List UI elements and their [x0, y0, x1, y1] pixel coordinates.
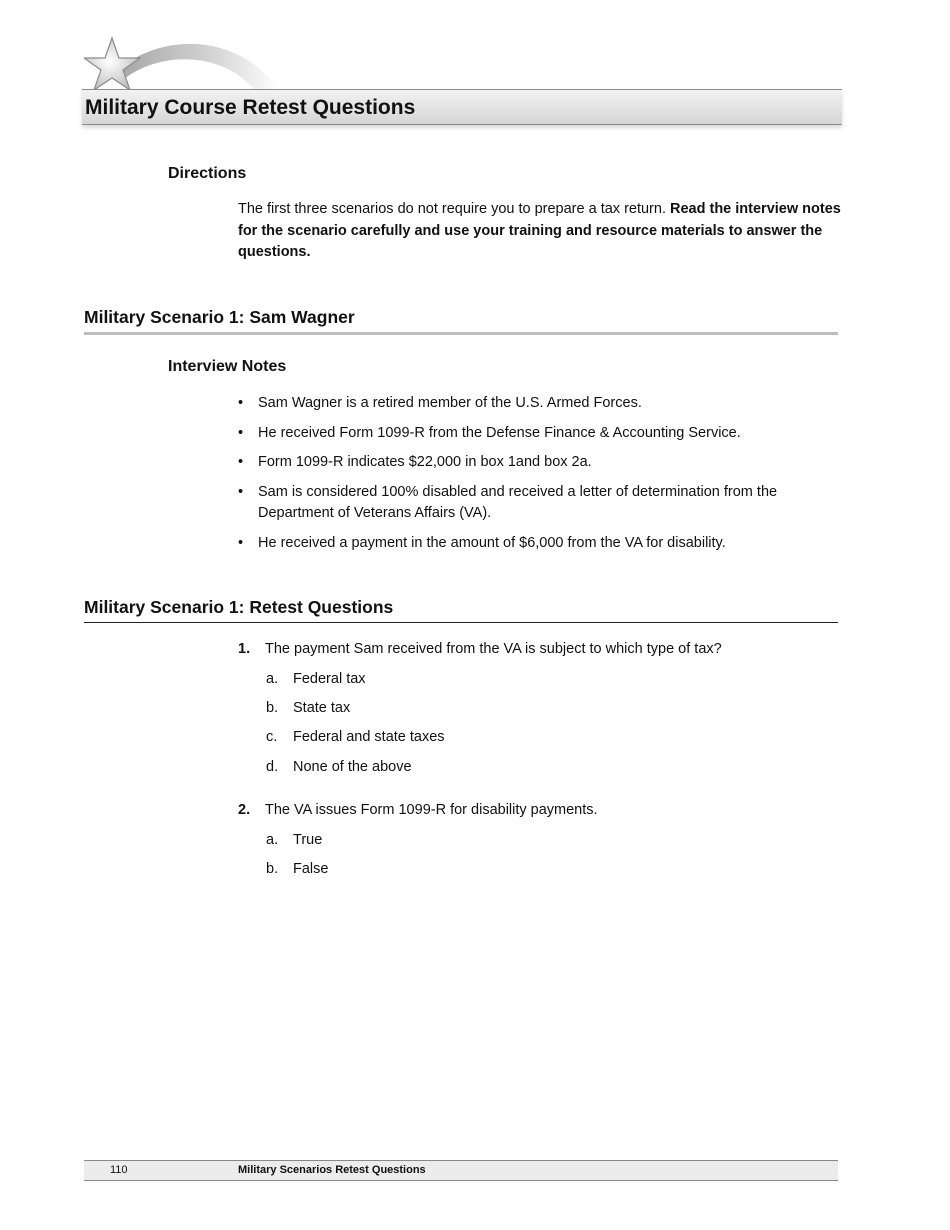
question-1: [238, 639, 722, 659]
bullet-icon: •: [238, 534, 244, 551]
option-letter: d.: [266, 759, 279, 775]
question-2: [238, 800, 598, 820]
answer-option: [266, 830, 322, 850]
list-item: [238, 393, 828, 415]
option-text: Federal tax: [293, 671, 366, 687]
star-swoosh-logo: [84, 34, 284, 96]
page-footer: [84, 1160, 838, 1181]
option-text: State tax: [293, 700, 351, 716]
answer-option: [266, 757, 412, 777]
answer-option: [266, 669, 366, 689]
title-bar: [82, 89, 842, 125]
list-item: [238, 482, 828, 525]
question-number: 1.: [238, 641, 251, 657]
option-letter: b.: [266, 861, 279, 877]
list-item: [238, 533, 828, 555]
option-text: False: [293, 861, 329, 877]
bullet-icon: •: [238, 483, 244, 500]
option-text: Federal and state taxes: [293, 729, 445, 745]
bullet-icon: •: [238, 424, 244, 441]
option-letter: b.: [266, 700, 279, 716]
answer-option: [266, 698, 350, 718]
page-title: Military Course Retest Questions: [85, 96, 416, 119]
note-text: Form 1099-R indicates $22,000 in box 1and box 2a.: [258, 454, 592, 470]
option-letter: a.: [266, 671, 279, 687]
directions-heading: Directions: [168, 165, 247, 182]
answer-option: [266, 727, 445, 747]
option-text: True: [293, 832, 323, 848]
answer-option: [266, 859, 328, 879]
directions-text: [238, 199, 842, 264]
interview-notes-list: [238, 393, 828, 562]
option-letter: c.: [266, 729, 278, 745]
bullet-icon: •: [238, 395, 244, 411]
note-text: He received a payment in the amount of $6,000 from the VA for disability.: [258, 534, 726, 551]
option-letter: a.: [266, 832, 279, 848]
page-number: 110: [110, 1164, 128, 1176]
question-text: The VA issues Form 1099-R for disability payments.: [265, 802, 598, 818]
directions-text-bold: Read the interview notes for the scenario carefully and use your training and resource materials to answer the questions.: [238, 201, 841, 260]
interview-notes-heading: Interview Notes: [168, 358, 287, 375]
directions-text-plain: The first three scenarios do not require you to prepare a tax return.: [238, 201, 671, 217]
question-text: The payment Sam received from the VA is subject to which type of tax?: [265, 641, 722, 657]
question-number: 2.: [238, 802, 251, 818]
list-item: [238, 452, 828, 474]
bullet-icon: •: [238, 454, 244, 470]
note-text: Sam Wagner is a retired member of the U.S. Armed Forces.: [258, 395, 642, 411]
footer-title: Military Scenarios Retest Questions: [238, 1164, 426, 1176]
retest-heading: Military Scenario 1: Retest Questions: [84, 596, 838, 623]
scenario-heading: Military Scenario 1: Sam Wagner: [84, 306, 838, 335]
note-text: He received Form 1099-R from the Defense Finance & Accounting Service.: [258, 424, 741, 441]
option-text: None of the above: [293, 759, 412, 775]
list-item: [238, 423, 828, 445]
note-text: Sam is considered 100% disabled and received a letter of determination from the Department of Veterans Affairs (VA).: [258, 483, 778, 521]
